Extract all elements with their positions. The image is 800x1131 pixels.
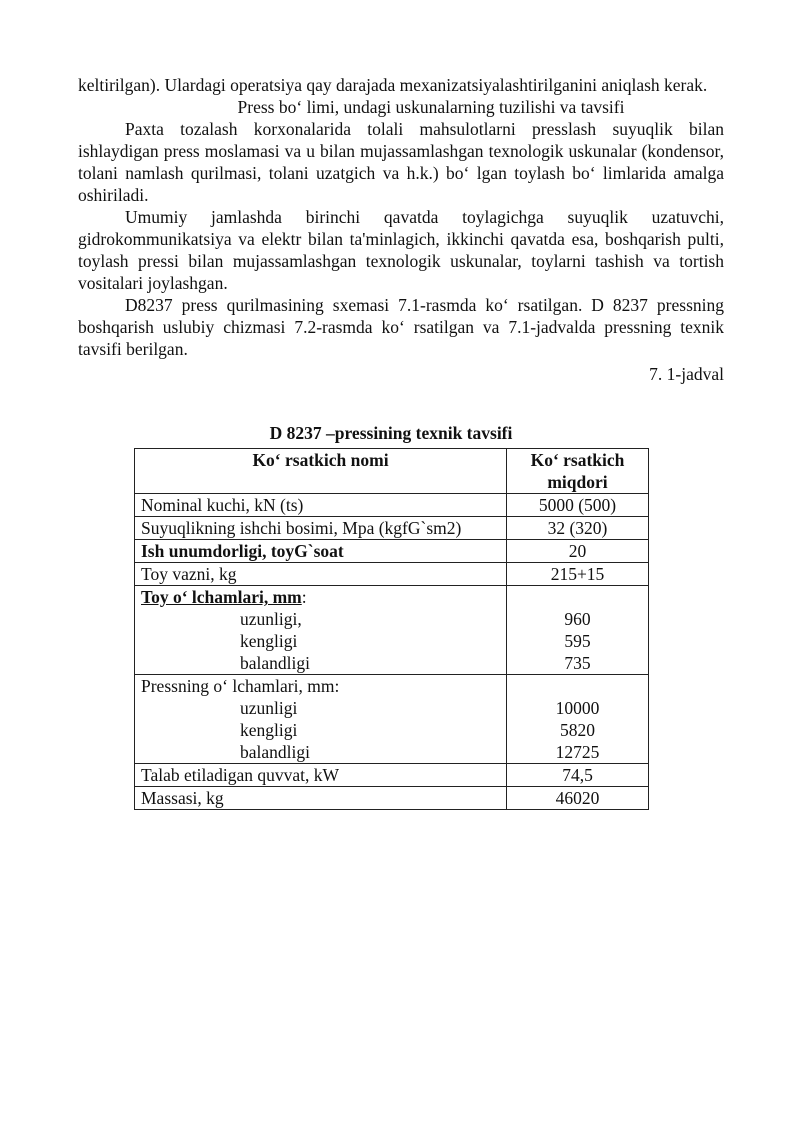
table-row: [135, 787, 649, 810]
row-value: 46020: [507, 787, 649, 810]
sub-value: 960: [564, 609, 591, 629]
row-name: [135, 586, 507, 675]
row-value: 5000 (500): [507, 494, 649, 517]
sub-value: 595: [564, 631, 591, 651]
sub-label: balandligi: [240, 653, 310, 673]
table-title: D 8237 –pressining texnik tavsifi: [269, 423, 513, 443]
paragraph-intro: keltirilgan). Ulardagi operatsiya qay darajada mexanizatsiyalashtirilganini aniqlash kerak.: [78, 75, 708, 95]
row-value: 74,5: [507, 764, 649, 787]
row-value: 32 (320): [507, 517, 649, 540]
table-row: [135, 675, 649, 764]
body-text: [78, 74, 724, 385]
table-row: [135, 540, 649, 563]
row-group-title: Toy o‘ lchamlari, mm: [141, 587, 302, 607]
table-row: [135, 586, 649, 675]
row-name: [135, 675, 507, 764]
paragraph-d8237: D8237 press qurilmasining sxemasi 7.1-rasmda ko‘ rsatilgan. D 8237 pressning boshqarish uslubiy chizmasi 7.2-rasmda ko‘ rsatilgan va 7.1-jadvalda pressning texnik tavsifi berilgan.: [78, 295, 724, 359]
sub-label: uzunligi,: [240, 609, 302, 629]
row-name: Nominal kuchi, kN (ts): [135, 494, 507, 517]
spec-table: [134, 448, 649, 810]
row-name: Talab etiladigan quvvat, kW: [135, 764, 507, 787]
header-value: Ko‘ rsatkich miqdori: [507, 449, 649, 494]
sub-label: kengligi: [240, 631, 298, 651]
row-value: [507, 675, 649, 764]
row-value: 20: [507, 540, 649, 563]
row-name: Massasi, kg: [135, 787, 507, 810]
sub-value: 5820: [560, 720, 595, 740]
paragraph-press-section: Paxta tozalash korxonalarida tolali mahsulotlarni presslash suyuqlik bilan ishlaydigan press moslamasi va u bilan mujassamlashgan texnologik uskunalar (kondensor, tolani namlash qurilmasi, tolani uzatgich va h.k.) bo‘ lgan toylash bo‘ limlarida amalga oshiriladi.: [78, 119, 724, 205]
table-row: [135, 764, 649, 787]
paragraph-layout: Umumiy jamlashda birinchi qavatda toylagichga suyuqlik uzatuvchi, gidrokommunikatsiya va elektr bilan ta'minlagich, ikkinchi qavatda esa, boshqarish pulti, toylash pressi bilan mujassamlashgan texnologik uskunalar, toylarni tashish va tortish vositalari joylashgan.: [78, 207, 724, 293]
row-value: [507, 586, 649, 675]
row-name: Toy vazni, kg: [135, 563, 507, 586]
row-name: Ish unumdorligi, toyG`soat: [135, 540, 507, 563]
table-row: [135, 563, 649, 586]
sub-label: kengligi: [240, 720, 298, 740]
sub-value: 12725: [555, 742, 600, 762]
section-heading: Press bo‘ limi, undagi uskunalarning tuzilishi va tavsifi: [237, 97, 625, 117]
row-name: Suyuqlikning ishchi bosimi, Mpa (kgfG`sm2): [135, 517, 507, 540]
sub-value: 10000: [555, 698, 600, 718]
table-row: [135, 517, 649, 540]
header-name: Ko‘ rsatkich nomi: [135, 449, 507, 494]
row-group-title: Pressning o‘ lchamlari, mm:: [141, 676, 340, 696]
table-header-row: [135, 449, 649, 494]
table-row: [135, 494, 649, 517]
table-reference: 7. 1-jadval: [649, 364, 724, 384]
sub-label: balandligi: [240, 742, 310, 762]
sub-label: uzunligi: [240, 698, 298, 718]
row-value: 215+15: [507, 563, 649, 586]
row-group-colon: :: [301, 587, 307, 607]
sub-value: 735: [564, 653, 591, 673]
